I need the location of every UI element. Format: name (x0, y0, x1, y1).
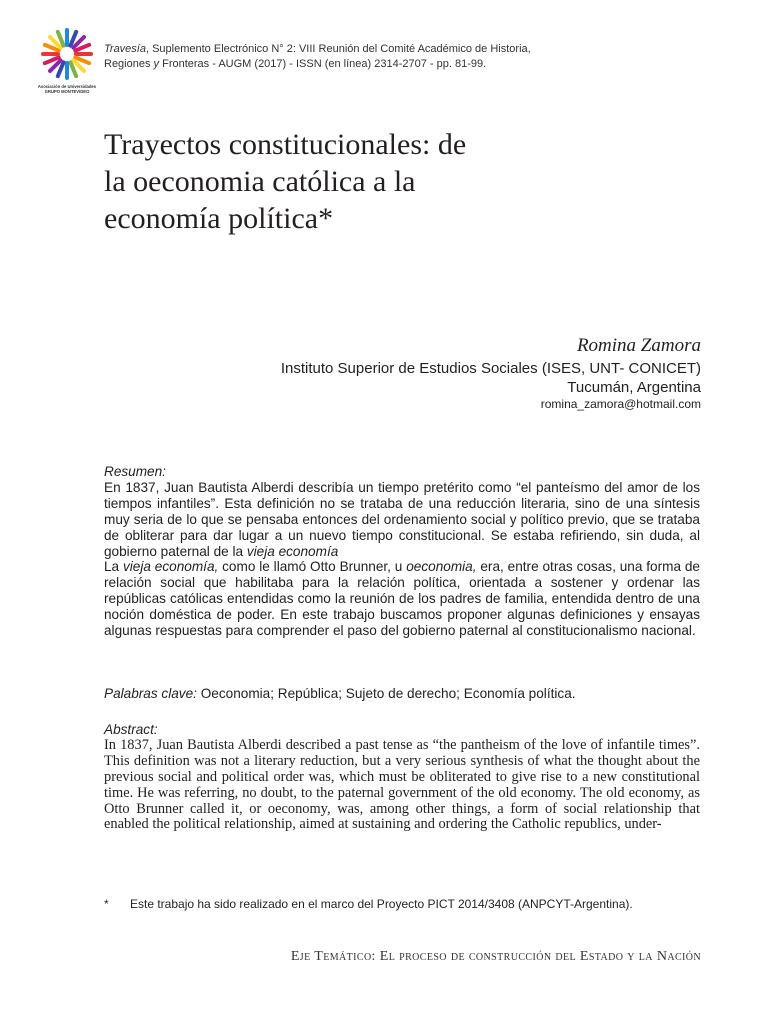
title-line-3: economía política* (104, 202, 334, 235)
journal-name: Travesía (104, 43, 146, 55)
keywords-line (104, 686, 700, 702)
footnote-mark: * (104, 897, 109, 911)
citation-line2-text: Fronteras - AUGM (2017) - ISSN (en línea) 2314-2707 - pp. 81-99. (159, 58, 487, 70)
title-line-2: la oeconomia católica a la (104, 165, 416, 198)
logo-caption-line2: GRUPO MONTEVIDEO (44, 89, 90, 94)
resumen-paragraph-1 (104, 480, 700, 560)
abstract-section (104, 722, 700, 833)
running-head-citation (104, 42, 704, 72)
abstract-label: Abstract: (104, 722, 158, 737)
author-block (281, 333, 701, 412)
resumen-p2-a: La (104, 559, 123, 575)
abstract-paragraph: In 1837, Juan Bautista Alberdi described a past tense as “the pantheism of the love of infantile times”. This definition was not a literary reduction, but a very serious synthesis of what the thought about the previous social and political order was, which must be obliterated to give rise to a new constitutional time. He was referring, no doubt, to the paternal government of the old economy. The old economy, as Otto Brunner called it, or oeconomy, was, among other things, a form of social relationship that enabled the political relationship, aimed at sustaining and ordering the Catholic republics, under- (104, 736, 700, 833)
resumen-p2-em1: vieja economía, (122, 559, 219, 575)
title-line-1: Trayectos constitucionales: de (104, 128, 467, 161)
resumen-paragraph-2 (104, 559, 700, 639)
resumen-p1-text: En 1837, Juan Bautista Alberdi describía un tiempo pretérito como “el panteísmo del amor de los tiempos infantiles”. Esta definición no se trataba de una reducción literaria, sino de una síntesis muy seria de lo que se pensaba entonces del ordenamiento social y político previo, que se trataba de obliterar para dar lugar a un nuevo tiempo constitucional. Se estaba refiriendo, sin duda, al gobierno paternal de la (104, 479, 700, 559)
resumen-p2-c: era, entre otras cosas, una forma de relación social que habilitaba para la relación política, orientada a sostener y ordenar las repúblicas católicas entendidas como la reunión de los padres de familia, entendida dentro de una noción doméstica de poder. En este trabajo buscamos proponer algunas definiciones y ensayas algunas respuestas para comprender el paso del gobierno paternal al constitucionalismo nacional. (104, 559, 700, 639)
author-location: Tucumán, Argentina (567, 379, 701, 396)
citation-line1-text: , Suplemento Electrónico N° 2: VIII Reunión del Comité Académico de Historia, (145, 43, 531, 55)
author-name: Romina Zamora (576, 335, 701, 356)
keywords-text: Oeconomia; República; Sujeto de derecho; Economía política. (196, 686, 576, 701)
augm-logo (36, 24, 98, 108)
article-title (104, 126, 574, 237)
citation-line-1 (104, 42, 704, 57)
logo-caption-line1: Asociación de Universidades (37, 84, 97, 89)
resumen-p2-em2: oeconomia, (406, 559, 477, 575)
footer-thematic-axis: Eje Temático: El proceso de construcción del Estado y la Nación (290, 949, 701, 964)
citation-line-2 (104, 57, 704, 72)
citation-line2-prefix: Regiones (104, 58, 154, 70)
author-affiliation: Instituto Superior de Estudios Sociales (ISES, UNT- CONICET) (280, 360, 701, 377)
resumen-label: Resumen: (104, 464, 166, 479)
citation-line2-y: y (153, 58, 160, 70)
sunburst-logo-icon (36, 24, 98, 82)
resumen-p1-emphasis: vieja economía (246, 543, 339, 559)
footnote (104, 897, 704, 912)
keywords-label: Palabras clave: (104, 686, 197, 701)
footnote-text: Este trabajo ha sido realizado en el marco del Proyecto PICT 2014/3408 (ANPCYT-Argentina). (130, 897, 633, 911)
resumen-section (104, 464, 700, 639)
author-email[interactable]: romina_zamora@hotmail.com (540, 397, 701, 411)
logo-caption (36, 84, 98, 94)
resumen-p2-b: como le llamó Otto Brunner, u (218, 559, 407, 575)
